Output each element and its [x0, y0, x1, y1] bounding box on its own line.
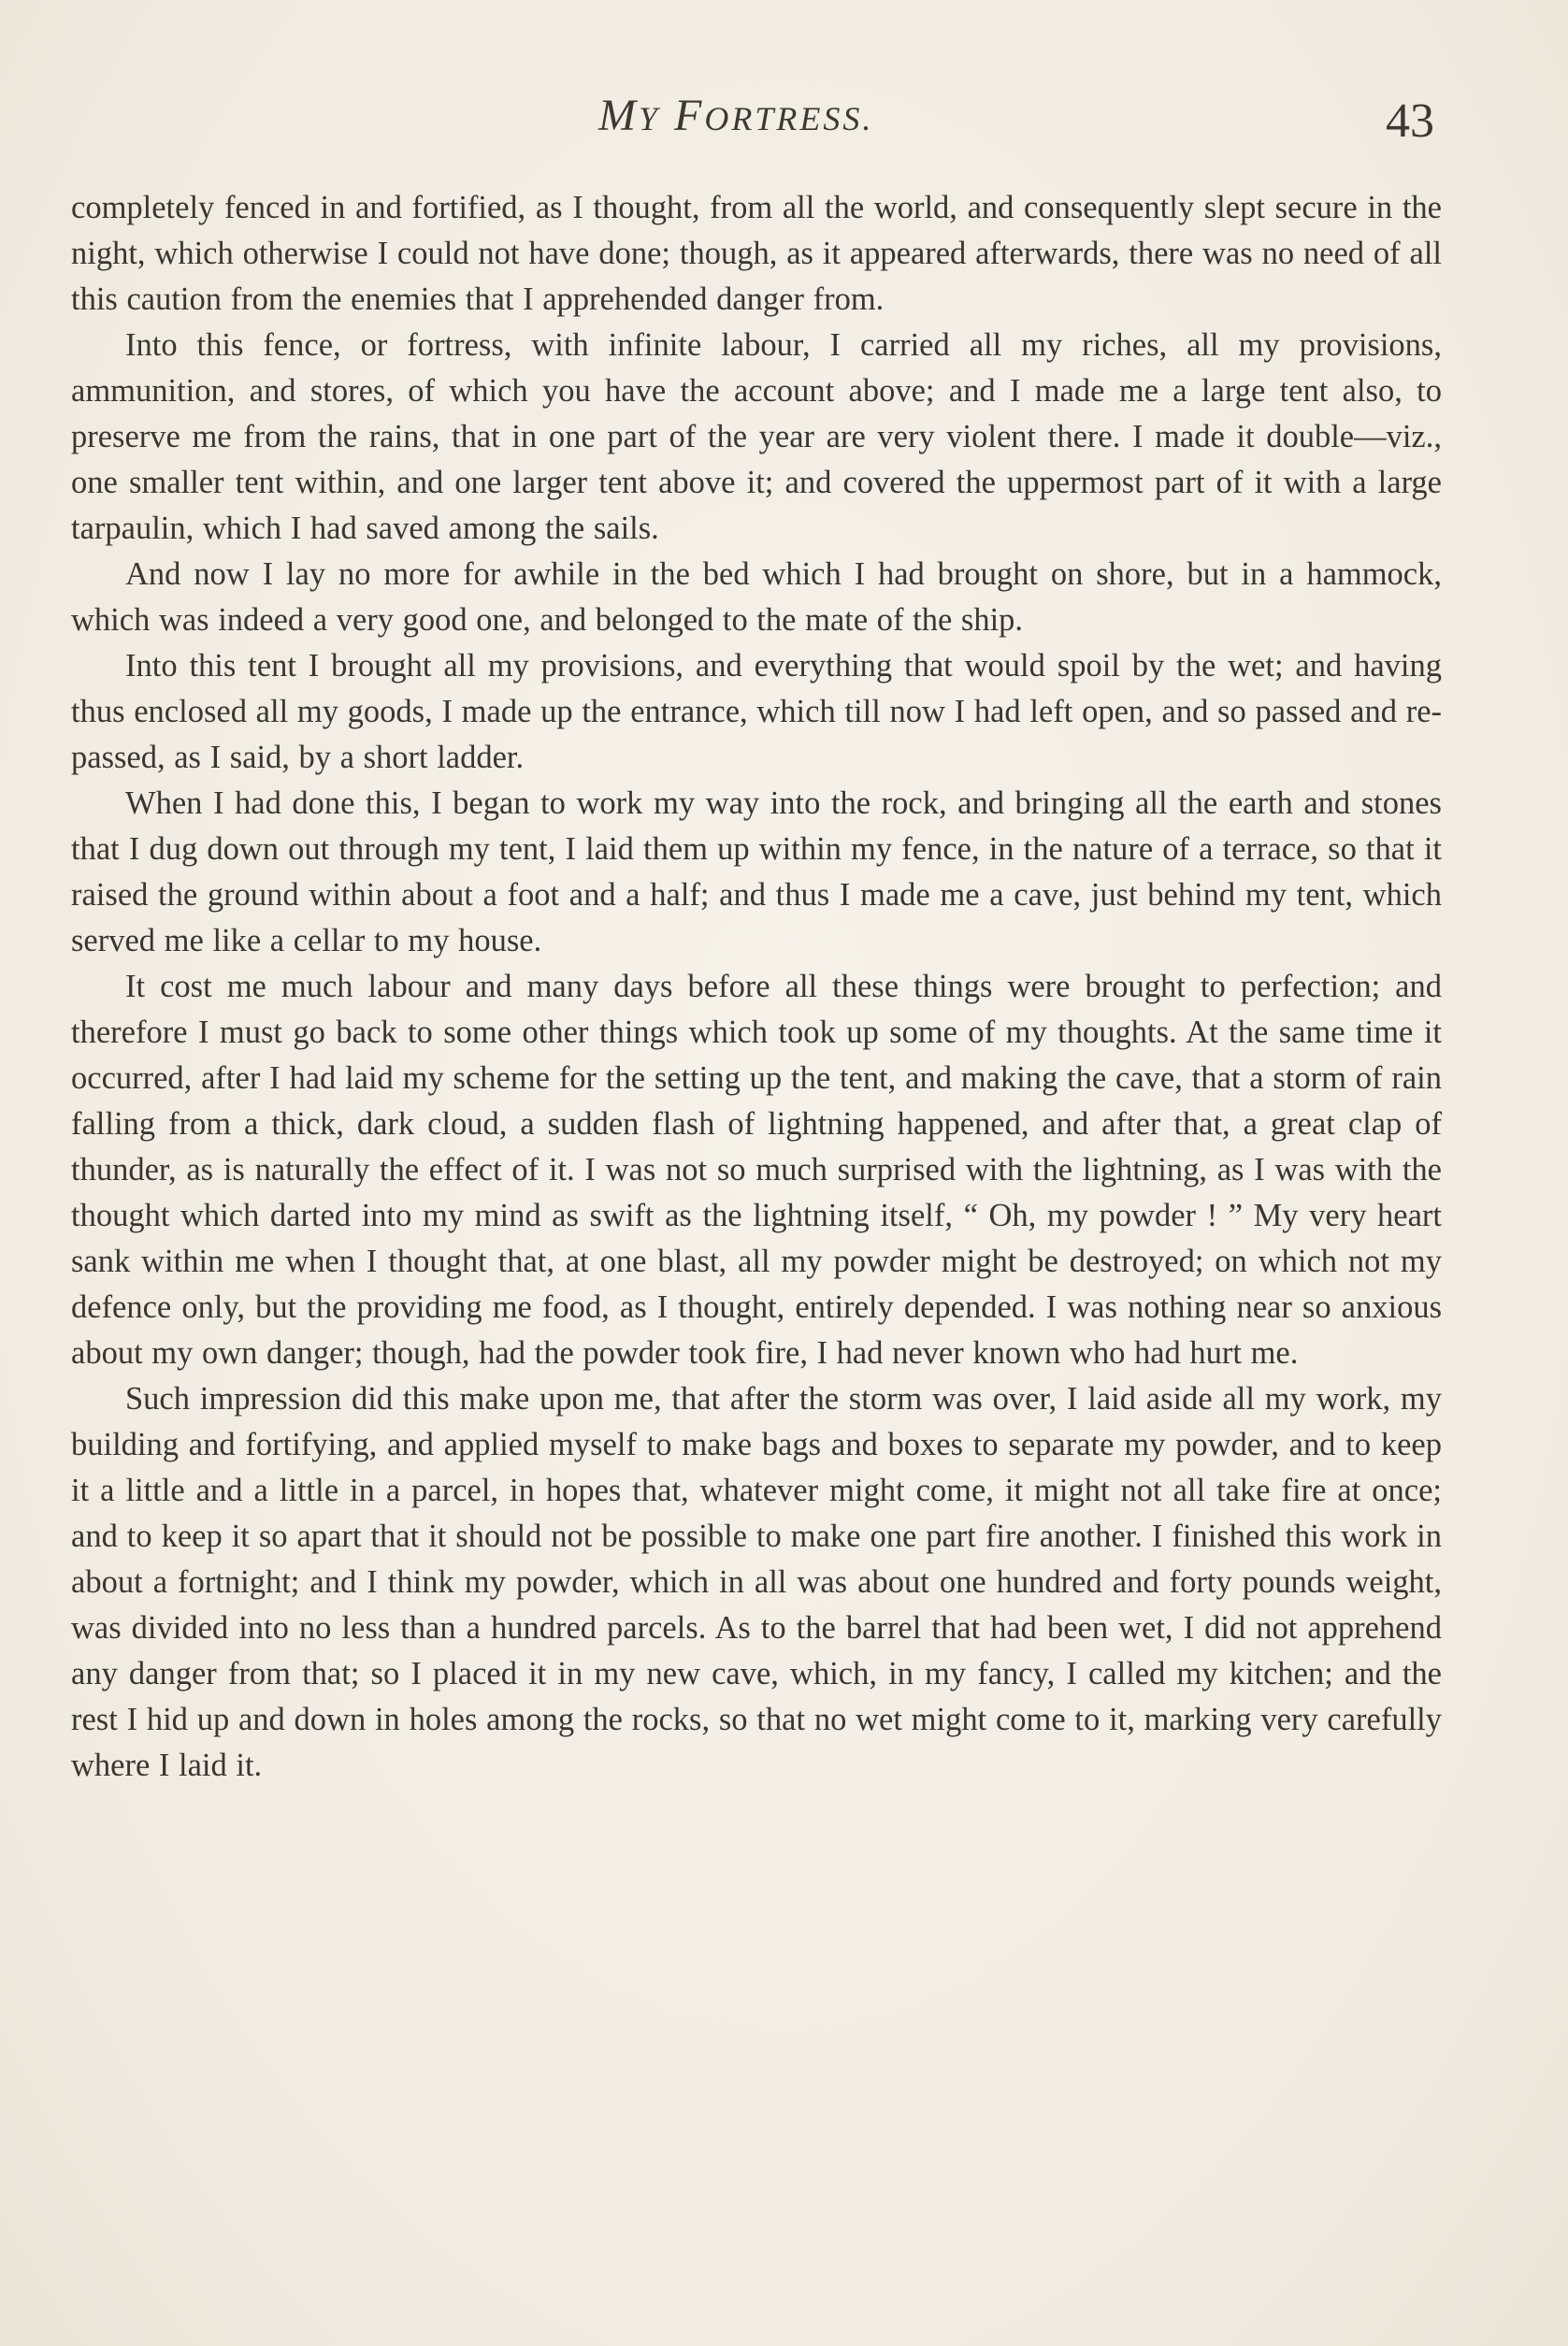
title-rest-fortress: ORTRESS.: [704, 100, 874, 137]
paragraph-hammock: And now I lay no more for awhile in the bed which I had brought on shore, but in a hammock, which was indeed a very good one, and belonged to the mate of the ship.: [71, 556, 1442, 638]
title-rest-my: Y: [638, 100, 661, 137]
paragraph-continued: completely fenced in and fortified, as I thought, from all the world, and consequently slept secure in the night, which otherwise I could not have done; though, as it appeared afterwards, there was no need of all this caution from the enemies that I apprehended danger from.: [71, 190, 1442, 317]
paragraph-fence-fortress: Into this fence, or fortress, with infinite labour, I carried all my riches, all my provisions, ammunition, and stores, of which you have the account above; and I made me a large tent also, to preserve me from the rains, that in one part of the year are very violent there. I made it double—viz., one smaller tent within, and one larger tent above it; and covered the uppermost part of it with a large tarpaulin, which I had saved among the sails.: [71, 327, 1442, 546]
paragraph-tent-provisions: Into this tent I brought all my provisions, and everything that would spoil by the wet; and having thus enclosed all my goods, I made up the entrance, which till now I had left open, and so passed and re-passed, as I said, by a short ladder.: [71, 648, 1442, 775]
running-title: [598, 90, 873, 141]
title-initial-fortress: F: [674, 91, 705, 140]
paragraph-storm: It cost me much labour and many days before all these things were brought to perfection; and therefore I must go back to some other things which took up some of my thoughts. At the same time it occurred, after I had laid my scheme for the setting up the tent, and making the cave, that a storm of rain falling from a thick, dark cloud, a sudden flash of lightning happened, and after that, a great clap of thunder, as is naturally the effect of it. I was not so much surprised with the lightning, as I was with the thought which darted into my mind as swift as the lightning itself, “ Oh, my powder ! ” My very heart sank within me when I thought that, at one blast, all my powder might be destroyed; on which not my defence only, but the providing me food, as I thought, entirely depended. I was nothing near so anxious about my own danger; though, had the powder took fire, I had never known who had hurt me.: [71, 969, 1442, 1371]
title-initial-my: M: [598, 91, 639, 140]
paragraph-cave: When I had done this, I began to work my way into the rock, and bringing all the earth and stones that I dug down out through my tent, I laid them up within my fence, in the nature of a terrace, so that it raised the ground within about a foot and a half; and thus I made me a cave, just behind my tent, which served me like a cellar to my house.: [71, 785, 1442, 958]
paragraph-powder-parcels: Such impression did this make upon me, that after the storm was over, I laid aside all my work, my building and fortifying, and applied myself to make bags and boxes to separate my powder, and to keep it a little and a little in a parcel, in hopes that, whatever might come, it might not all take fire at once; and to keep it so apart that it should not be possible to make one part fire another. I finished this work in about a fortnight; and I think my powder, which in all was about one hundred and forty pounds weight, was divided into no less than a hundred parcels. As to the barrel that had been wet, I did not apprehend any danger from that; so I placed it in my new cave, which, in my fancy, I called my kitchen; and the rest I hid up and down in holes among the rocks, so that no wet might come to it, marking very carefully where I laid it.: [71, 1381, 1442, 1783]
page-number: 43: [1386, 94, 1434, 148]
body-text: [71, 185, 1442, 1789]
running-head: [0, 90, 1568, 165]
